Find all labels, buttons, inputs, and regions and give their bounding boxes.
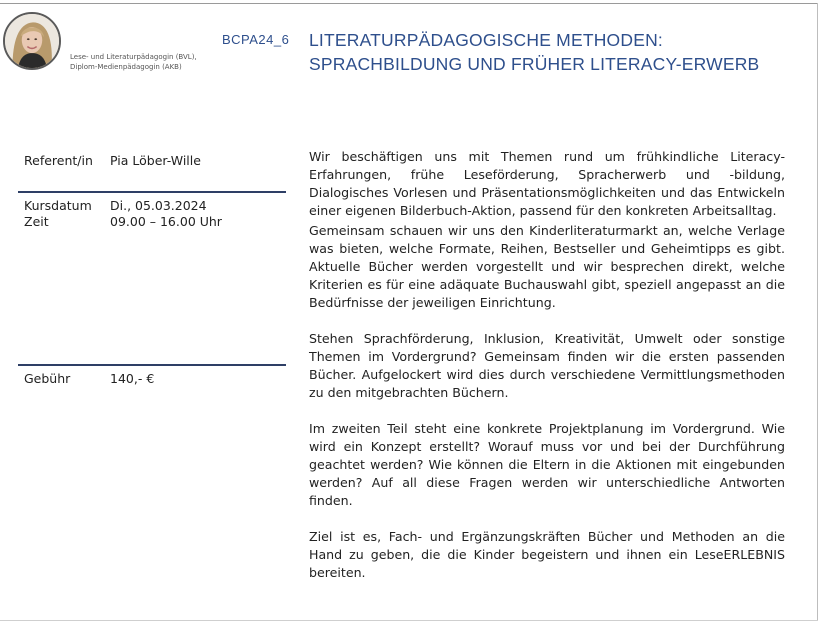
description-paragraph: Stehen Sprachförderung, Inklusion, Kreativität, Umwelt oder sonstige Themen im Vordergrund? Gemeinsam finden wir die ersten passenden Bücher. Aufgelockert wird dies durch verschiedene Vermittlungsmethoden zu den mitgebrachten Büchern. bbox=[309, 331, 785, 400]
section-divider bbox=[18, 364, 286, 366]
fee-label: Gebühr bbox=[24, 371, 71, 386]
schedule-detail bbox=[18, 198, 286, 230]
bottom-border-line bbox=[0, 620, 818, 621]
description-paragraph: Im zweiten Teil steht eine konkrete Projektplanung im Vordergrund. Wie wird ein Konzept erstellt? Worauf muss vor und bei der Durchführung geachtet werden? Wie können die Eltern in die Aktionen mit eingebunden werden? Auf all diese Fragen werden wir unterschiedliche Antworten finden. bbox=[309, 421, 785, 508]
fee-detail bbox=[18, 371, 286, 387]
description-paragraph: Wir beschäftigen uns mit Themen rund um frühkindliche Literacy-Erfahrungen, frühe Leseförderung, Spracherwerb und -bildung, Dialogisches Vorlesen und Präsentationsmöglichkeiten und das Entwickeln einer eigenen Bilderbuch-Aktion, passend für den konkreten Arbeitsalltag. bbox=[309, 149, 785, 218]
fee-value: 140,- € bbox=[110, 371, 155, 386]
date-label: Kursdatum bbox=[24, 198, 92, 213]
top-border-line bbox=[0, 3, 818, 4]
course-code: BCPA24_6 bbox=[222, 32, 290, 47]
description-paragraph: Ziel ist es, Fach- und Ergänzungskräften Bücher und Methoden an die Hand zu geben, die die Kinder begeistern und ihnen ein LeseERLEBNIS bereiten. bbox=[309, 529, 785, 580]
course-title bbox=[309, 28, 809, 76]
speaker-portrait bbox=[3, 12, 61, 70]
course-description bbox=[309, 148, 785, 582]
right-border-line bbox=[817, 3, 818, 621]
date-value: Di., 05.03.2024 bbox=[110, 198, 207, 213]
course-title-line: LITERATURPÄDAGOGISCHE METHODEN: bbox=[309, 30, 663, 50]
speaker-role-line: Diplom-Medienpädagogin (AKB) bbox=[70, 63, 182, 71]
section-divider bbox=[18, 191, 286, 193]
time-label: Zeit bbox=[24, 214, 49, 229]
speaker-portrait-image bbox=[5, 14, 59, 68]
speaker-qualifications bbox=[70, 52, 197, 72]
speaker-label: Referent/in bbox=[24, 153, 93, 168]
speaker-role-line: Lese- und Literaturpädagogin (BVL), bbox=[70, 53, 197, 61]
speaker-detail bbox=[18, 153, 286, 169]
time-value: 09.00 – 16.00 Uhr bbox=[110, 214, 222, 229]
speaker-name: Pia Löber-Wille bbox=[110, 153, 201, 168]
description-paragraph: Gemeinsam schauen wir uns den Kinderliteraturmarkt an, welche Verlage was bieten, welche Formate, Reihen, Bestseller und Geheimtipps es gibt. Aktuelle Bücher werden vorgestellt und wir besprechen direkt, welche Kriterien es für eine adäquate Buchauswahl gibt, speziell angepasst an die Bedürfnisse der jeweiligen Einrichtung. bbox=[309, 223, 785, 310]
course-title-line: SPRACHBILDUNG UND FRÜHER LITERACY-ERWERB bbox=[309, 54, 760, 74]
